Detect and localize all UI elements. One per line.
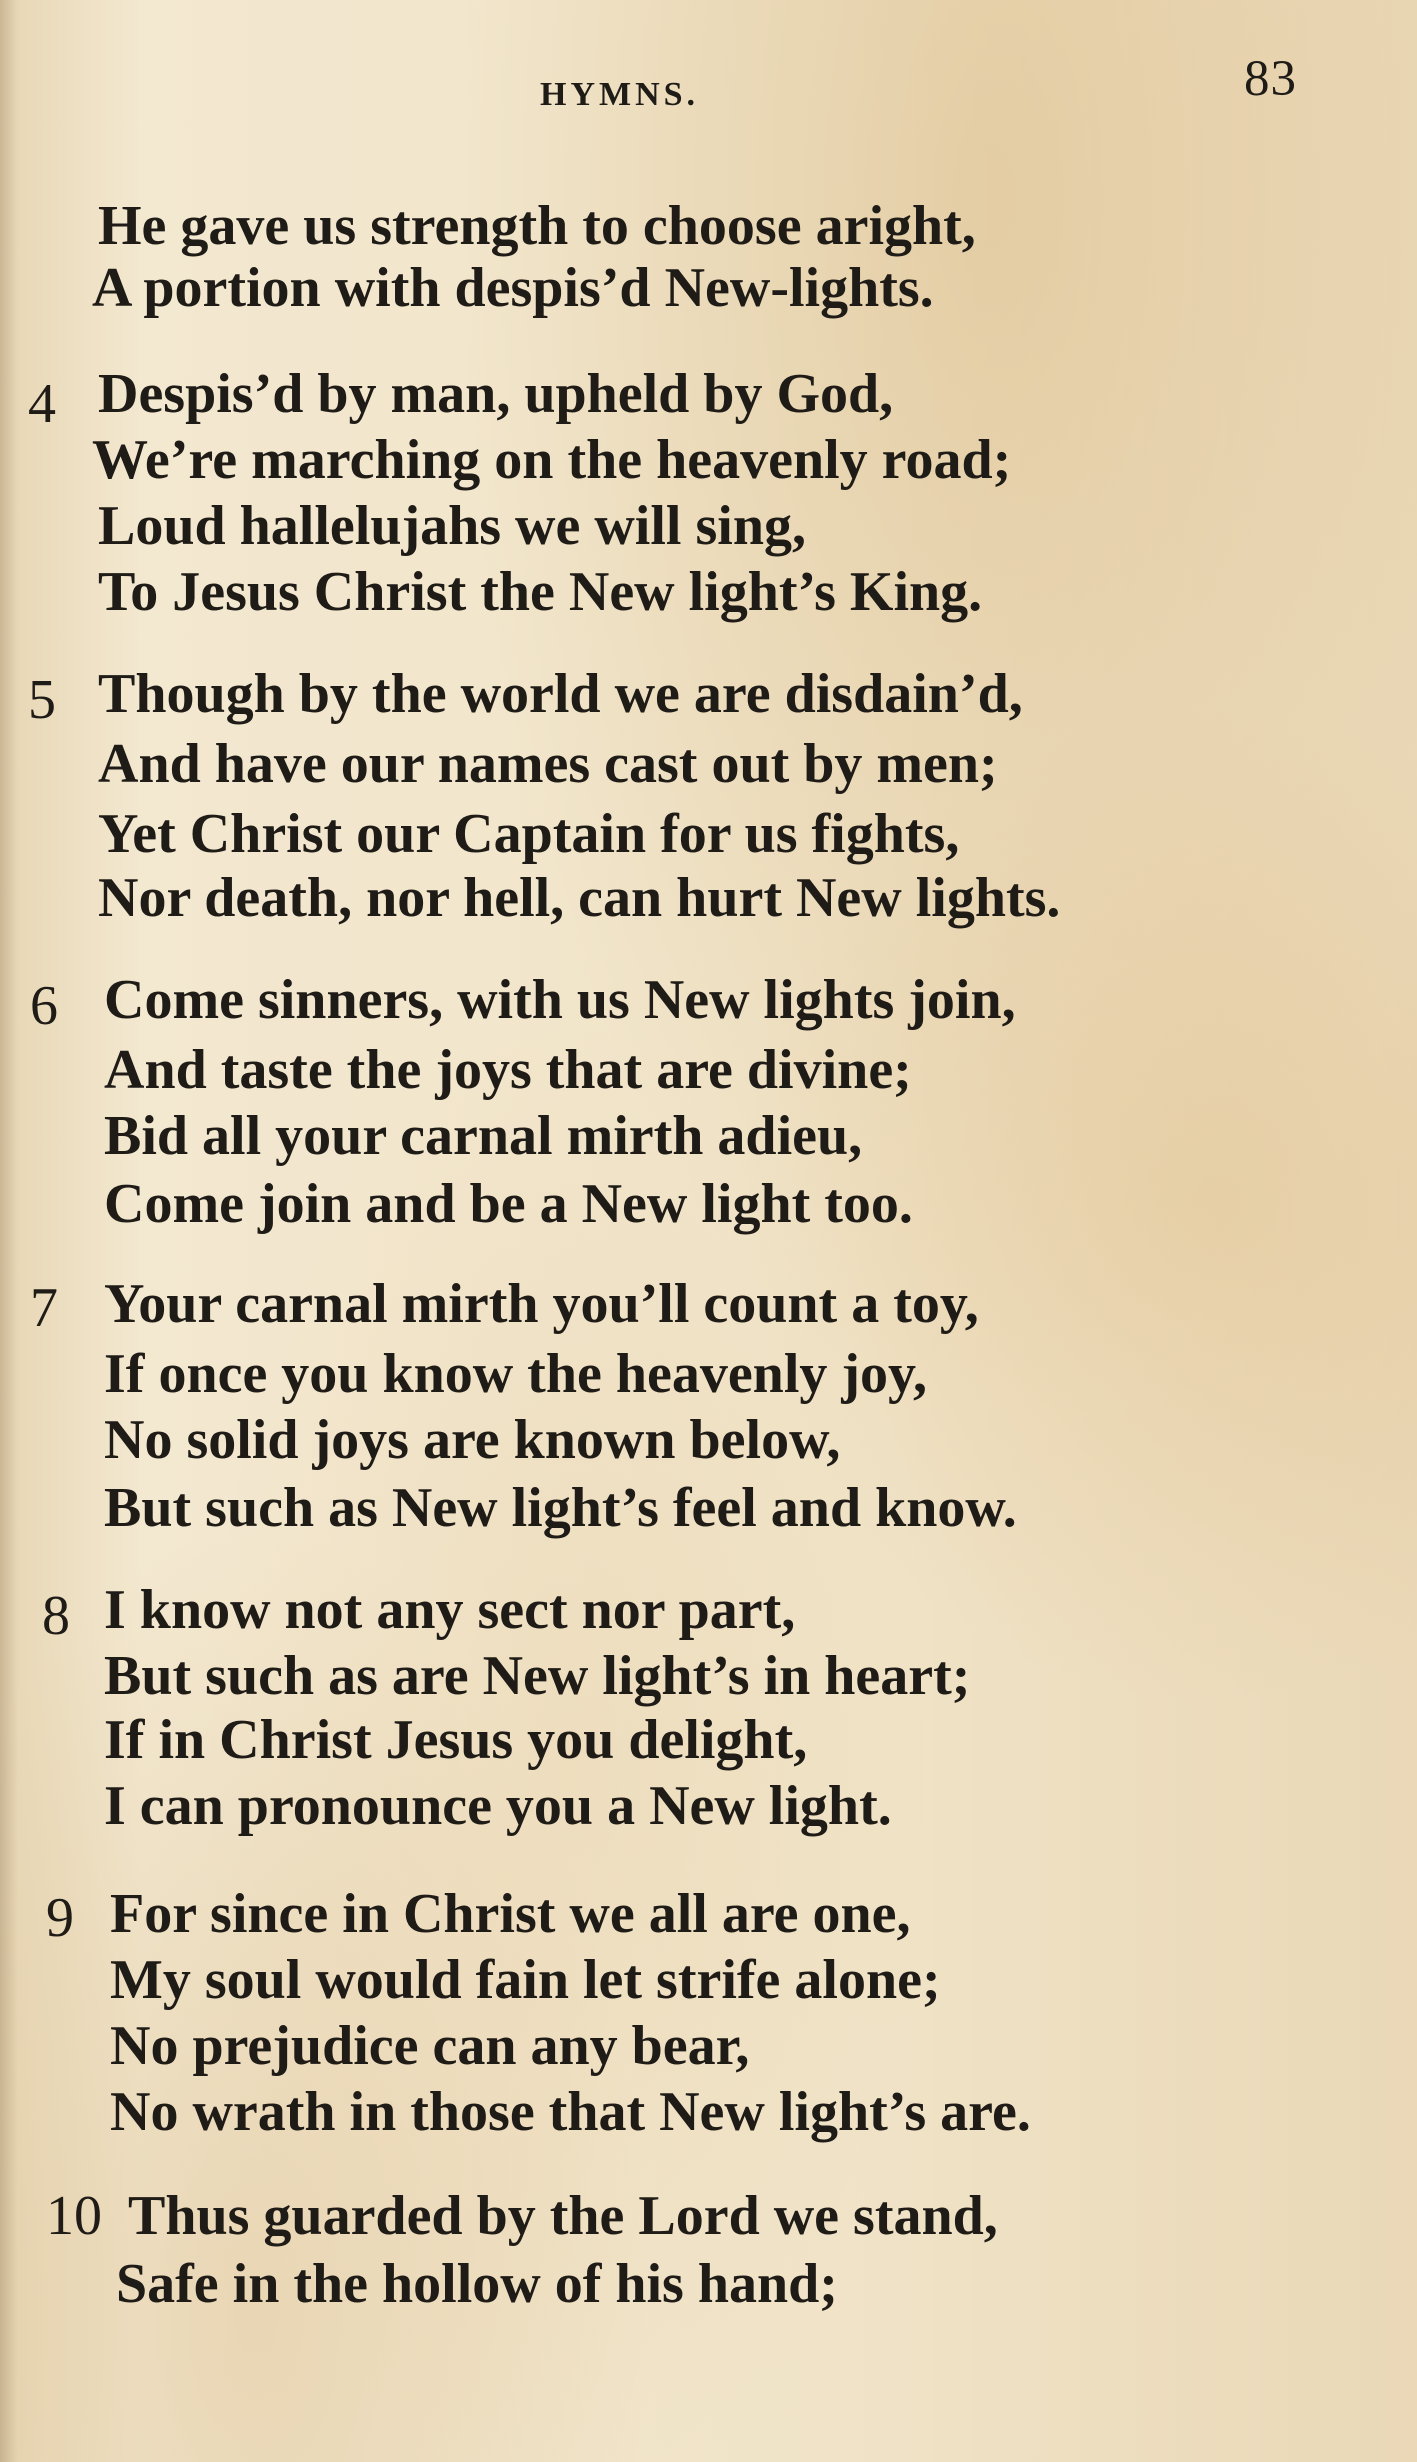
hymn-line: If once you know the heavenly joy, xyxy=(104,1343,927,1405)
hymn-line: Come sinners, with us New lights join, xyxy=(104,969,1016,1031)
hymn-line: Nor death, nor hell, can hurt New lights. xyxy=(98,867,1061,929)
hymn-line: Safe in the hollow of his hand; xyxy=(116,2253,838,2315)
hymn-line: For since in Christ we all are one, xyxy=(110,1883,911,1945)
hymn-line: If in Christ Jesus you delight, xyxy=(104,1709,808,1771)
hymn-line: Your carnal mirth you’ll count a toy, xyxy=(104,1273,979,1335)
verse-number: 5 xyxy=(28,669,56,731)
hymn-line: But such as are New light’s in heart; xyxy=(104,1645,971,1707)
hymn-line: No solid joys are known below, xyxy=(104,1409,841,1471)
hymn-line: Thus guarded by the Lord we stand, xyxy=(128,2185,998,2247)
hymn-line: Despis’d by man, upheld by God, xyxy=(98,363,894,425)
hymn-line: Loud hallelujahs we will sing, xyxy=(98,495,806,557)
hymn-line: To Jesus Christ the New light’s King. xyxy=(98,561,983,623)
verse-number: 8 xyxy=(42,1585,70,1647)
running-header: HYMNS. xyxy=(540,76,700,113)
hymn-line: He gave us strength to choose aright, xyxy=(98,195,976,257)
hymn-line: Though by the world we are disdain’d, xyxy=(98,663,1023,725)
hymn-line: Bid all your carnal mirth adieu, xyxy=(104,1105,863,1167)
verse-number: 7 xyxy=(30,1277,58,1339)
page-number: 83 xyxy=(1244,51,1297,107)
hymn-line: Come join and be a New light too. xyxy=(104,1173,913,1235)
hymn-line: My soul would fain let strife alone; xyxy=(110,1949,941,2011)
hymn-line: But such as New light’s feel and know. xyxy=(104,1477,1017,1539)
hymn-line: No prejudice can any bear, xyxy=(110,2015,750,2077)
hymn-line: I know not any sect nor part, xyxy=(104,1579,796,1641)
hymn-line: We’re marching on the heavenly road; xyxy=(92,429,1012,491)
hymn-line: Yet Christ our Captain for us fights, xyxy=(98,803,960,865)
hymn-line: And have our names cast out by men; xyxy=(98,733,998,795)
hymn-line: And taste the joys that are divine; xyxy=(104,1039,912,1101)
hymn-line: A portion with despis’d New-lights. xyxy=(92,257,934,319)
hymn-line: No wrath in those that New light’s are. xyxy=(110,2081,1031,2143)
verse-number: 9 xyxy=(46,1887,74,1949)
verse-number: 4 xyxy=(28,373,56,435)
verse-number: 10 xyxy=(46,2185,102,2247)
verse-number: 6 xyxy=(30,975,58,1037)
hymn-line: I can pronounce you a New light. xyxy=(104,1775,892,1837)
page-binding-shadow xyxy=(0,0,18,2462)
